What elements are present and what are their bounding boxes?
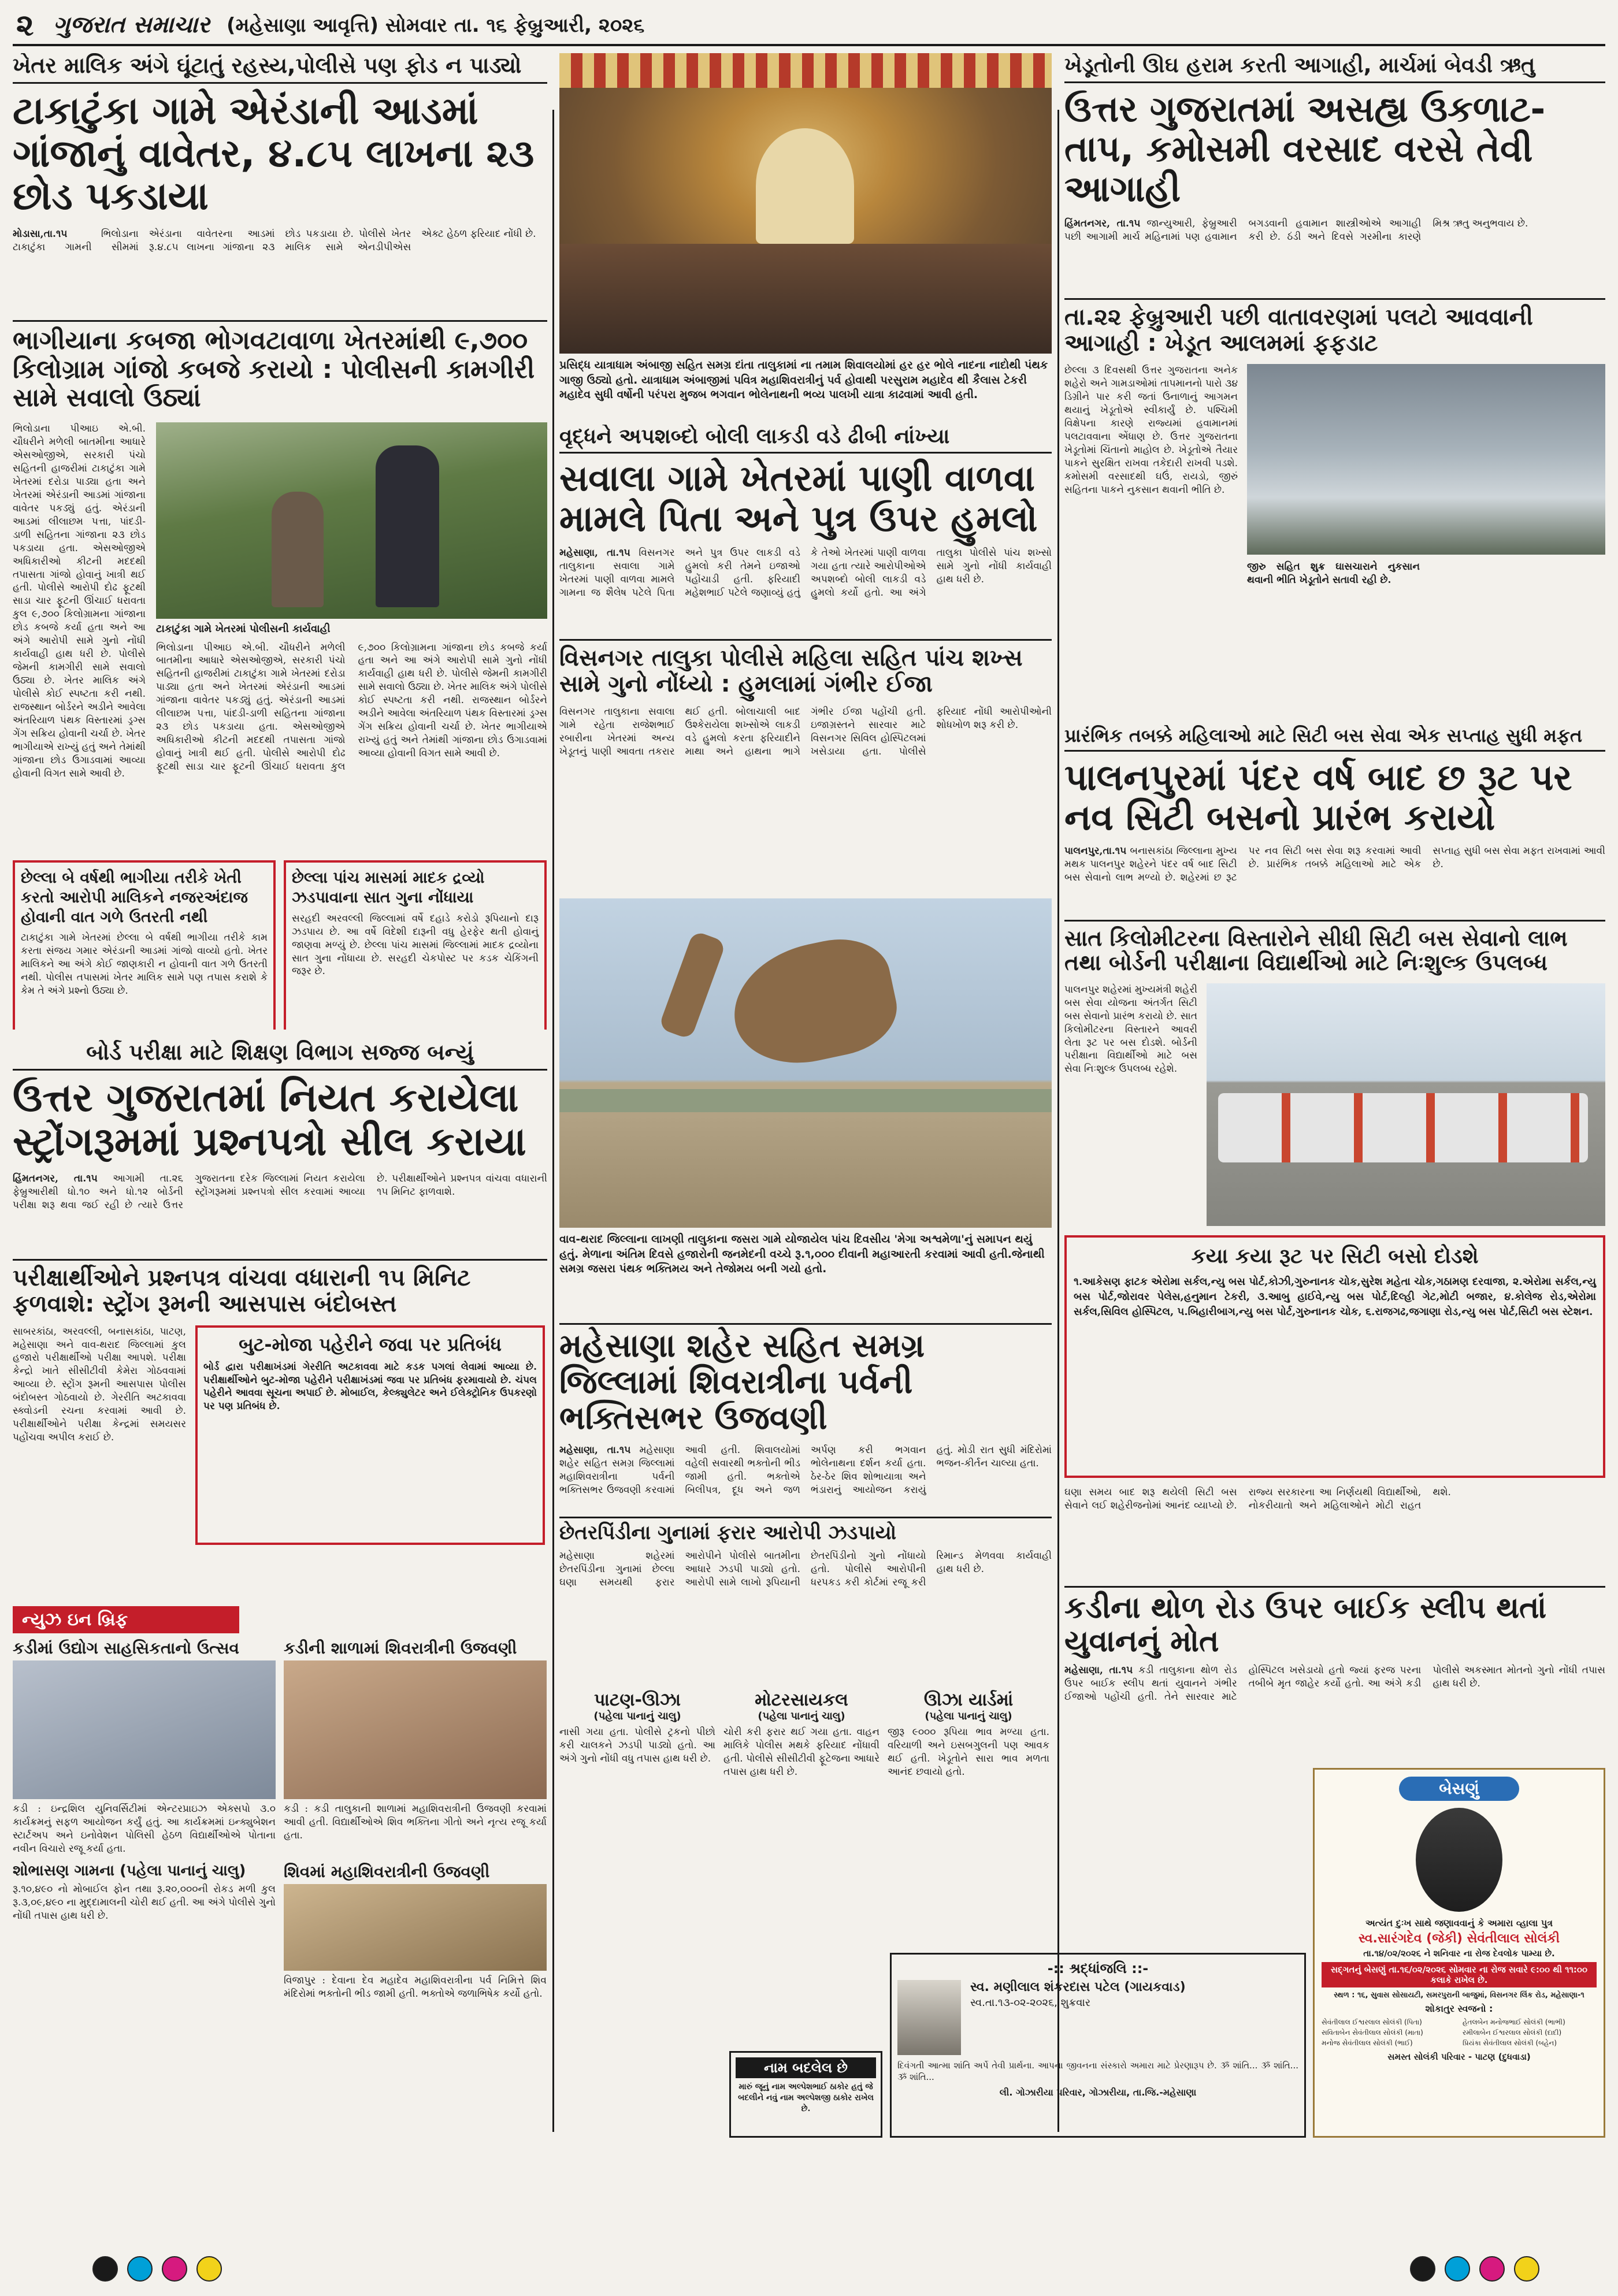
story-body-3: ઘણા સમય બાદ શરૂ થયેલી સિટી બસ સેવાને લઈ શહેરીજનોમાં આનંદ વ્યાપ્યો છે. રાજ્ય સરકારના આ નિર્ણયથી વિદ્યાર્થીઓ, નોકરીયાતો અને મહિલાઓને મોટી રાહત થશે. — [1064, 1486, 1451, 1511]
continued-subtitle: (પહેલા પાનાનું ચાલુ) — [758, 1710, 845, 1722]
page-number: ૨ — [16, 8, 34, 43]
story-temple — [559, 53, 1052, 417]
continued-title: મોટરસાયકલ — [755, 1690, 848, 1710]
photo-caption: ટાકાટુંકા ગામે ખેતરમાં પોલીસની કાર્યવાહી — [156, 623, 331, 636]
tribute-text: દિવંગતી આત્મા શાંતિ અર્પે તેવી પ્રાર્થના. આપના જીવનના સંસ્કારો અમારા માટે પ્રેરણારૂપ છે. ૐ શાંતિ... ૐ શાંતિ... ૐ શાંતિ... — [897, 2060, 1298, 2083]
tribute-name: સ્વ. મણીલાલ શંકરદાસ પટેલ (ગાયકવાડ) — [970, 1980, 1186, 1994]
story-kicker: ખેડૂતોની ઊંઘ હરામ કરતી આગાહી, માર્ચમાં બેવડી ઋતુ — [1064, 53, 1605, 83]
story-headline: સવાલા ગામે ખેતરમાં પાણી વાળવા મામલે પિતા અને પુત્ર ઉપર હુમલો — [559, 457, 1038, 540]
story-subhead: ભાગીયાના કબજા ભોગવટાવાળા ખેતરમાંથી ૯,૭૦૦ કિલોગ્રામ ગાંજો કબજે કરાયો : પોલીસની કામગીરી સામે સવાલો ઉઠ્યાં — [13, 320, 547, 412]
edition-line: (મહેસાણા આવૃત્તિ) સોમવાર તા. ૧૬ ફેબ્રુઆરી, ૨૦૨૬ — [227, 14, 645, 37]
continued-text: નાસી ગયા હતા. પોલીસે ટ્રકનો પીછો કરી ચાલકને ઝડપી પાડ્યો હતો. આ અંગે ગુનો નોંધી વધુ તપાસ હાથ ધરી છે. — [559, 1726, 715, 1764]
story-subhead: પરીક્ષાર્થીઓને પ્રશ્નપત્ર વાંચવા વધારાની ૧૫ મિનિટ ફળવાશે: સ્ટ્રોંગ રૂમની આસપાસ બંદોબસ્ત — [13, 1259, 547, 1317]
brief-text: કડી : કડી તાલુકાની શાળામાં મહાશિવરાત્રીની ઉજવણી કરવામાં આવી હતી. વિદ્યાર્થીઓએ શિવ ભક્તિના ગીતો અને નૃત્ય રજૂ કર્યા હતા. — [284, 1803, 547, 1842]
story-body-continued: ભિલોડાના પીઆઇ એ.બી. ચૌધરીને મળેલી બાતમીના આધારે એસઓજીએ, સરકારી પંચો સહિતની હાજરીમાં ટાકાટુંકા ગામે ખેતરમાં દરોડા પાડ્યા હતા અને ખેતરમાં એરંડાની આડમાં ગાંજાના વાવેતર પકડ્યું હતું. એરંડાની આડમાં લીલાછમ પત્તા, પાંદડી-ડાળી સહિતના ગાંજાના ૨૩ છોડ પકડાયા હતા. એસઓજીએ અધિકારીઓ કીટની મદદથી તપાસતા ગાંજો હોવાનું ખાત્રી થઈ હતી. પોલીસે આરોપી દોઢ ફૂટથી સાડા ચાર ફૂટની ઊંચાઈ ધરાવતા કુલ ૯,૭૦૦ કિલોગ્રામના ગાંજાના છોડ કબજે કર્યા હતા અને આ અંગે આરોપી સામે ગુનો નોંધી કાર્યવાહી હાથ ધરી છે. પોલીસે જેમની કામગીરી સામે સવાલો ઉઠ્યા છે. ખેતર માલિક અંગે પોલીસે કોઈ સ્પષ્ટતા કરી નથી. રાજસ્થાન બોર્ડરને અડીને આવેલા અંતરિયાળ પંથક વિસ્તારમાં ડ્રગ્સ ગેંગ સક્રિય હોવાની ચર્ચા છે. ખેતર ભાગીયાએ રાખ્યું હતું અને તેમાંથી ગાંજાના છોડ ઉગાડવામાં આવ્યા હોવાની વિગત સામે આવી છે. — [156, 641, 547, 772]
brief-item — [13, 1863, 276, 2001]
story-body: સાબરકાંઠા, અરવલ્લી, બનાસકાંઠા, પાટણ, મહેસાણા અને વાવ-થરાદ જિલ્લામાં કુલ હજારો પરીક્ષાર્થીઓ પરીક્ષા આપશે. પરીક્ષા કેન્દ્રો ખાતે સીસીટીવી કેમેરા ગોઠવવામાં આવ્યા છે. સ્ટ્રોંગ રૂમની આસપાસ પોલીસ બંદોબસ્ત ગોઠવાયો છે. ગેરરીતિ અટકાવવા સ્ક્વોડની રચના કરવામાં આવી છે. પરીક્ષાર્થીઓને પરીક્ષા કેન્દ્રમાં સમયસર પહોંચવા અપીલ કરાઈ છે. — [13, 1325, 186, 1444]
cloudy-sky-photo — [1247, 364, 1605, 555]
besnu-intro: અત્યંત દુઃખ સાથે જણાવવાનું કે અમારા વ્હાલા પુત્ર — [1365, 1918, 1553, 1929]
story-headline: પાલનપુરમાં પંદર વર્ષ બાદ છ રૂટ પર નવ સિટી બસનો પ્રારંભ કરાયો — [1064, 756, 1572, 839]
registration-mark-icon — [196, 2256, 222, 2282]
tribute-ad — [890, 1953, 1306, 2138]
story-body — [1064, 1664, 1605, 1733]
story-text: જાન્યુઆરી, ફેબ્રુઆરી પછી આગામી માર્ચ મહિનામાં પણ હવામાન બગડવાની હવામાન શાસ્ત્રીઓએ આગાહી કરી છે. ઠંડી અને દિવસે ગરમીના કારણે મિશ્ર ઋતુ અનુભવાય છે. — [1064, 217, 1528, 243]
brief-text: વિજાપુર : દેવાના દેવ મહાદેવ મહાશિવરાત્રીના પર્વ નિમિત્તે શિવ મંદિરોમાં ભક્તોની ભીડ જામી હતી. ભક્તોએ જળાભિષેક કર્યો હતો. — [284, 1975, 547, 2000]
continued-motorcycle — [723, 1690, 879, 1944]
story-kicker: પ્રારંભિક તબક્કે મહિલાઓ માટે સિટી બસ સેવા એક સપ્તાહ સુધી મફત — [1064, 725, 1605, 752]
masthead — [13, 5, 1605, 46]
registration-mark-icon — [1410, 2256, 1435, 2282]
continued-patan — [559, 1690, 715, 1944]
tribute-footer: લી. ગોઝારીયા પરિવાર, ગોઝારીયા, તા.જિ.-મહેસાણા — [999, 2086, 1197, 2098]
story-text: ભિલોડાના ટાકાટુંકા ગામની સીમમાં એરંડાના વાવેતરના આડમાં રૂ.૪.૮૫ લાખના ગાંજાના ૨૩ છોડ પકડાયા છે. પોલીસે ખેતર માલિક સામે એનડીપીએસ એક્ટ હેઠળ ફરિયાદ નોંધી છે. — [13, 228, 536, 254]
story-exam — [13, 1040, 547, 1600]
besnu-label: બેસણું — [1399, 1777, 1519, 1801]
family-member: સવિતાબેન સેવંતીલાલ સોલંકી (માતા) — [1322, 2028, 1423, 2037]
besnu-footer: સમસ્ત સોલંકી પરિવાર - પાટણ (દુધવાડા) — [1387, 2052, 1531, 2062]
brief-title: શિવમાં મહાશિવરાત્રીની ઉજવણી — [284, 1862, 490, 1882]
brief-photo — [284, 1884, 547, 1971]
story-body-2: વિસનગર તાલુકાના સવાલા ગામે રહેતા રાજેશભાઈ રબારીના ખેતરમાં અન્ય ખેડૂતનું પાણી આવતા તકરાર થઈ હતી. બોલાચાલી બાદ ઉશ્કેરાયેલા શખ્સોએ લાકડી વડે હુમલો કરતા ફરિયાદીને માથા અને હાથના ભાગે ગંભીર ઈજા પહોંચી હતી. ઇજાગ્રસ્તને સારવાર માટે વિસનગર સિવિલ હોસ્પિટલમાં ખસેડાયા હતા. પોલીસે ફરિયાદ નોંધી આરોપીઓની શોધખોળ શરૂ કરી છે. — [559, 705, 1052, 757]
photo-caption: પ્રસિદ્ધ યાત્રાધામ અંબાજી સહિત સમગ્ર દાંતા તાલુકામાં ના તમામ શિવાલયોમાં હર હર ભોલે નાદના નાદોથી પંથક ગાજી ઉઠ્યો હતો. યાત્રાધામ અંબાજીમાં પવિત્ર મહાશિવરાત્રીનું પર્વ હોવાથી પરસુરામ મહાદેવ થી કૈલાસ ટેકરી મહાદેવ સુધી વર્ષોની પરંપરા મુજબ ભગવાન ભોલેનાથની ભવ્ય પાલખી યાત્રા કાઢવામાં આવી હતી. — [559, 359, 1048, 402]
continued-subtitle: (પહેલા પાનાનું ચાલુ) — [925, 1710, 1012, 1722]
besnu-ad — [1313, 1768, 1605, 2138]
ban-text: બોર્ડ દ્વારા પરીક્ષાખંડમાં ગેરરીતિ અટકાવવા માટે કડક પગલાં લેવામાં આવ્યા છે. પરીક્ષાર્થીઓને બુટ-મોજા પહેરીને પરીક્ષાખંડમાં જવા પર પ્રતિબંધ ફરમાવાયો છે. ચંપલ પહેરીને આવવા સૂચના અપાઈ છે. મોબાઈલ, કેલ્ક્યુલેટર અને ઈલેક્ટ્રોનિક ઉપકરણો પર પણ પ્રતિબંધ છે. — [203, 1361, 537, 1413]
story-subhead: સાત કિલોમીટરના વિસ્તારોને સીધી સિટી બસ સેવાનો લાભ તથા બોર્ડની પરીક્ષાના વિદ્યાર્થીઓ માટે નિઃશુલ્ક ઉપલબ્ધ — [1064, 920, 1605, 975]
family-member: સેવંતીલાલ ઈશ્વરલાલ સોલંકી (પિતા) — [1322, 2018, 1422, 2026]
story-kicker: ખેતર માલિક અંગે ઘૂંટાતું રહસ્ય,પોલીસે પણ ફોડ ન પાડ્યો — [13, 53, 547, 84]
news-in-brief-banner — [13, 1606, 239, 1633]
ban-title: બુટ-મોજા પહેરીને જવા પર પ્રતિબંધ — [239, 1333, 502, 1355]
brief-title: કડીની શાળામાં શિવરાત્રીની ઉજવણી — [284, 1639, 517, 1658]
continued-unjha — [888, 1690, 1049, 1944]
story-headline: મહેસાણા શહેર સહિત સમગ્ર જિલ્લામાં શિવરાત્રીના પર્વની ભક્તિસભર ઉજવણી — [559, 1323, 1052, 1437]
story-body: મહેસાણા શહેરમાં છેતરપિંડીના ગુનામાં છેલ્લા ઘણા સમયથી ફરાર આરોપીને પોલીસે બાતમીના આધારે ઝડપી પાડ્યો હતો. આરોપી સામે લાખો રૂપિયાની છેતરપિંડીનો ગુનો નોંધાયો હતો. પોલીસે આરોપીની ધરપકડ કરી કોર્ટમાં રજૂ કરી રિમાન્ડ મેળવવા કાર્યવાહી હાથ ધરી છે. — [559, 1550, 1052, 1588]
continued-text: ચોરી કરી ફરાર થઈ ગયા હતા. વાહન માલિકે પોલીસ મથકે ફરિયાદ નોંધાવી હતી. પોલીસે સીસીટીવી ફૂટેજના આધારે તપાસ હાથ ધરી છે. — [723, 1726, 879, 1778]
story-text: કડી તાલુકાના થોળ રોડ ઉપર બાઈક સ્લીપ થતાં યુવાનને ગંભીર ઈજાઓ પહોંચી હતી. તેને સારવાર માટે હોસ્પિટલ ખસેડાયો હતો જ્યાં ફરજ પરના તબીબે મૃત જાહેર કર્યો હતો. આ અંગે કડી પોલીસે અકસ્માત મોતનો ગુનો નોંધી તપાસ હાથ ધરી છે. — [1064, 1665, 1605, 1703]
dateline: મહેસાણા, તા.૧૫ — [559, 1444, 631, 1457]
besnu-name: સ્વ.સારંગદેવ (જેકી) સેવંતીલાલ સોલંકી — [1358, 1931, 1560, 1946]
news-in-brief-label: ન્યુઝ ઇન બ્રિફ — [22, 1610, 128, 1630]
story-farmer — [559, 425, 1052, 893]
registration-mark-icon — [127, 2256, 153, 2282]
story-subhead: તા.૨૨ ફેબ્રુઆરી પછી વાતાવરણમાં પલટો આવવાની આગાહી : ખેડૂત આલમમાં ફફડાટ — [1064, 298, 1605, 356]
family-member: પ્રિયંકા સેવંતીલાલ સોલંકી (બહેન) — [1463, 2039, 1557, 2047]
brief-item — [284, 1639, 547, 1856]
story-intro — [13, 228, 547, 314]
registration-mark-icon — [1445, 2256, 1470, 2282]
story-kicker: વૃદ્ધને અપશબ્દો બોલી લાકડી વડે ઢીબી નાંખ્યા — [559, 425, 1052, 454]
sidebar-text: ટાકાટુંકા ગામે ખેતરમાં છેલ્લા બે વર્ષથી ભાગીયા તરીકે કામ કરતા સંજય ગમાર એરંડાની આડમાં ગાંજો વાવ્યો હતો. ખેતર માલિકને આ અંગે કોઈ જાણકારી ન હોવાની વાત ગળે ઉતરતી નથી. પોલીસ તપાસમાં ખેતર માલિક સામે પણ તપાસ કરાશે કે કેમ તે અંગે પ્રશ્નો ઉઠ્યા છે. — [21, 932, 268, 997]
dateline: પાલનપુર,તા.૧૫ — [1064, 845, 1127, 857]
photo-caption: વાવ-થરાદ જિલ્લાના લાખણી તાલુકાના જસરા ગામે યોજાયેલ પાંચ દિવસીય 'મેગા અશ્વમેળા'નું સમાપન થયું હતું. મેળાના અંતિમ દિવસે હજારોની જનમેદની વચ્ચે રૂ.૧,૦૦૦ દીવાની મહાઆરતી કરવામાં આવી હતી.જેનાથી સમગ્ર જસરા પંથક ભક્તિમય અને તેજોમય બની ગયો હતો. — [559, 1233, 1045, 1276]
dateline: હિંમતનગર, તા.૧૫ — [1064, 217, 1141, 229]
story-headline: ટાકાટુંકા ગામે એરંડાની આડમાં ગાંજાનું વાવેતર, ૪.૮૫ લાખના ૨૩ છોડ પકડાયા — [13, 88, 535, 218]
sidebar-title: છેલ્લા પાંચ માસમાં માદક દ્રવ્યો ઝડપાવાના સાત ગુના નોંધાયા — [292, 869, 485, 906]
sidebar-box-left — [13, 860, 276, 1030]
brief-title: શોભાસણ ગામના (પહેલા પાનાનું ચાલુ) — [13, 1862, 246, 1880]
continued-subtitle: (પહેલા પાનાનું ચાલુ) — [593, 1710, 681, 1722]
besnu-place: સ્થળ : ૧૬, સુવાસ સોસાયટી, સમરપુરાની બાજુમાં, વિસનગર લિંક રોડ, મહેસાણા-૧ — [1334, 1991, 1584, 2000]
camel-photo — [559, 898, 1052, 1228]
story-bus — [1064, 725, 1605, 1583]
temple-photo — [559, 53, 1052, 354]
sidebar-text: સરહદી અરવલ્લી જિલ્લામાં વર્ષે દહાડે કરોડો રૂપિયાનો દારૂ ઝડપાય છે. આ વર્ષે વિદેશી દારૂની વધુ હેરફેર થતી હોવાનું જાણવા મળ્યું છે. છેલ્લા પાંચ માસમાં જિલ્લામાં માદક દ્રવ્યોના સાત ગુના નોંધાયા છે. સરહદી ચેકપોસ્ટ પર કડક ચેકિંગની જરૂર છે. — [292, 912, 539, 978]
newspaper-title: ગુજરાત સમાચાર — [53, 12, 210, 38]
story-text: મહેસાણા શહેર સહિત સમગ્ર જિલ્લામાં મહાશિવરાત્રીના પર્વની ભક્તિસભર ઉજવણી કરવામાં આવી હતી. શિવાલયોમાં વહેલી સવારથી ભક્તોની ભીડ જામી હતી. ભક્તોએ બિલીપત્ર, દૂધ અને જળ અર્પણ કરી ભગવાન ભોલેનાથના દર્શન કર્યા હતા. ઠેર-ઠેર શિવ શોભાયાત્રા અને ભંડારાનું આયોજન કરાયું હતું. મોડી રાત સુધી મંદિરોમાં ભજન-કીર્તન ચાલ્યા હતા. — [559, 1444, 1052, 1496]
story-shivratri — [559, 1323, 1052, 1514]
story-intro — [1064, 217, 1605, 292]
brief-text: કડી : ઇન્દ્રશિલ યુનિવર્સિટીમાં એન્ટરપ્રાઇઝ એક્સપો ૩.૦ કાર્યક્રમનું સફળ આયોજન કર્યું હતું. આ કાર્યક્રમમાં ઇન્ક્યુબેશન સ્ટાર્ટઅપ અને ઇનોવેશન પોલિસી હેઠળ વિદ્યાર્થીઓએ પોતાના નવીન વિચારો રજૂ કર્યા હતા. — [13, 1803, 276, 1855]
story-headline: ઉત્તર ગુજરાતમાં અસહ્ય ઉકળાટ-તાપ, કમોસમી વરસાદ વરસે તેવી આગાહી — [1064, 87, 1546, 210]
tribute-date: સ્વ.તા.૧૩-૦૨-૨૦૨૬, શુક્રવાર — [970, 1997, 1091, 2009]
family-member: રમીલાબેન ઈશ્વરલાલ સોલંકી (દાદી) — [1463, 2028, 1562, 2037]
continued-title: ઊંઝા યાર્ડમાં — [923, 1690, 1014, 1710]
story-body — [559, 1444, 1052, 1514]
story-headline: ઉત્તર ગુજરાતમાં નિયત કરાયેલા સ્ટ્રોંગરૂમમાં પ્રશ્નપત્રો સીલ કરાયા — [13, 1075, 526, 1165]
registration-mark-icon — [1514, 2256, 1539, 2282]
family-member: મનોજ સેવંતીલાલ સોલંકી (ભાઈ) — [1322, 2039, 1413, 2047]
column-rule — [552, 110, 554, 2132]
story-headline: છેતરપિંડીના ગુનામાં ફરાર આરોપી ઝડપાયો — [559, 1517, 1052, 1544]
brief-text: રૂ.૧૦,૪૯૦ નો મોબાઈલ ફોન તથા રૂ.૨૦,૦૦૦ની રોકડ મળી કુલ રૂ.૩,૦૯,૪૯૦ ના મુદ્દામાલની ચોરી થઈ હતી. આ અંગે પોલીસે ગુનો નોંધી તપાસ હાથ ધરી છે. — [13, 1883, 276, 1922]
routes-text: ૧.આકેસણ ફાટક એરોમા સર્કલ,ન્યુ બસ પોર્ટ,કોઝી,ગુરુનાનક ચોક,સુરેશ મહેતા ચોક,ગઠામણ દરવાજા, ૨.એરોમા સર્કલ,ન્યુ બસ પોર્ટ,જોરાવર પેલેસ,હનુમાન ટેકરી, ૩.આબુ હાઈવે,ન્યુ બસ પોર્ટ,દિલ્હી ગેટ,મોટી બજાર, ૪.કોલેજ રોડ,એરોમા સર્કલ,સિવિલ હોસ્પિટલ, ૫.બિહારીબાગ,ન્યુ બસ પોર્ટ,ગુરુનાનક ચોક, ૬.રાજગઢ,જગાણા રોડ,ન્યુ બસ પોર્ટ,સિટી બસ સ્ટેશન. — [1074, 1275, 1596, 1318]
besnu-date: તા.૧૪/૦૨/૨૦૨૬ ને શનિવાર ના રોજ દેવલોક પામ્યા છે. — [1363, 1948, 1555, 1959]
sidebar-box-right — [284, 860, 547, 1030]
name-change-ad — [729, 2051, 882, 2138]
story-text: વિસનગર તાલુકાના સવાલા ગામે ખેતરમાં પાણી વાળવા મામલે ગામના જ શૈલેષ પટેલે પિતા અને પુત્ર ઉપર લાકડી વડે હુમલો કરી તેમને ઇજાઓ પહોંચાડી હતી. ફરિયાદી મહેશભાઈ પટેલે જણાવ્યું હતું કે તેઓ ખેતરમાં પાણી વાળવા ગયા હતા ત્યારે આરોપીઓએ અપશબ્દો બોલી લાકડી વડે હુમલો કર્યો હતો. આ અંગે તાલુકા પોલીસે પાંચ શખ્સો સામે ગુનો નોંધી કાર્યવાહી હાથ ધરી છે. — [559, 547, 1052, 599]
brief-item — [284, 1863, 547, 2001]
brief-item — [13, 1639, 276, 1856]
story-text: આગામી તા.૨૬ ફેબ્રુઆરીથી ધો.૧૦ અને ધો.૧૨ બોર્ડની પરીક્ષા શરૂ થવા જઈ રહી છે ત્યારે ઉત્તર ગુજરાતના દરેક જિલ્લામાં નિયત કરાયેલા સ્ટ્રોંગરૂમમાં પ્રશ્નપત્રો સીલ કરવામાં આવ્યા છે. પરીક્ષાર્થીઓને પ્રશ્નપત્ર વાંચવા વધારાની ૧૫ મિનિટ ફાળવાશે. — [13, 1173, 547, 1211]
brief-photo — [284, 1660, 547, 1799]
column-rule — [1057, 110, 1059, 2132]
family-member: હેતલબેન મનોજભાઈ સોલંકી (ભાભી) — [1463, 2018, 1565, 2026]
registration-mark-icon — [162, 2256, 187, 2282]
dateline: મહેસાણા, તા.૧૫ — [1064, 1665, 1133, 1677]
name-change-text: મારું જૂનું નામ અલ્પેશભાઈ ઠાકોર હતું જે બદલીને નવું નામ અલ્પેશજી ઠાકોર રાખેલ છે. — [738, 2082, 874, 2113]
photo-caption: જીરુ સહિત શુક્ર ઘાસચારાને નુકસાન થવાની ભીતિ ખેડૂતોને સતાવી રહી છે. — [1247, 561, 1420, 586]
story-text: બનાસકાંઠા જિલ્લાના મુખ્ય મથક પાલનપુર શહેરને પંદર વર્ષ બાદ સિટી બસ સેવાનો લાભ મળ્યો છે. શહેરમાં છ રૂટ પર નવ સિટી બસ સેવા શરૂ કરવામાં આવી છે. પ્રારંભિક તબક્કે મહિલાઓ માટે એક સપ્તાહ સુધી બસ સેવા મફત રાખવામાં આવી છે. — [1064, 845, 1605, 883]
story-body: ભિલોડાના પીઆઇ એ.બી. ચૌધરીને મળેલી બાતમીના આધારે એસઓજીએ, સરકારી પંચો સહિતની હાજરીમાં ટાકાટુંકા ગામે ખેતરમાં દરોડા પાડ્યા હતા અને ખેતરમાં એરંડાની આડમાં ગાંજાના વાવેતર પકડ્યું હતું. એરંડાની આડમાં લીલાછમ પત્તા, પાંદડી-ડાળી સહિતના ગાંજાના ૨૩ છોડ પકડાયા હતા. એસઓજીએ અધિકારીઓ કીટની મદદથી તપાસતા ગાંજો હોવાનું ખાત્રી થઈ હતી. પોલીસે આરોપી દોઢ ફૂટથી સાડા ચાર ફૂટની ઊંચાઈ ધરાવતા કુલ ૯,૭૦૦ કિલોગ્રામના ગાંજાના છોડ કબજે કર્યા હતા અને આ અંગે આરોપી સામે ગુનો નોંધી કાર્યવાહી હાથ ધરી છે. પોલીસે જેમની કામગીરી સામે સવાલો ઉઠ્યા છે. ખેતર માલિક અંગે પોલીસે કોઈ સ્પષ્ટતા કરી નથી. રાજસ્થાન બોર્ડરને અડીને આવેલા અંતરિયાળ પંથક વિસ્તારમાં ડ્રગ્સ ગેંગ સક્રિય હોવાની ચર્ચા છે. ખેતર ભાગીયાએ રાખ્યું હતું અને તેમાંથી ગાંજાના છોડ ઉગાડવામાં આવ્યા હોવાની વિગત સામે આવી છે. — [13, 423, 146, 779]
dateline: મહેસાણા, તા.૧૫ — [559, 547, 630, 559]
family-label: શોકાતુર સ્વજનો : — [1425, 2003, 1493, 2014]
family-list — [1322, 2017, 1597, 2048]
bus-photo — [1207, 983, 1605, 1226]
dateline: હિંમતનગર, તા.૧૫ — [13, 1173, 98, 1184]
story-ganja — [13, 53, 547, 1030]
registration-mark-icon — [1479, 2256, 1505, 2282]
story-camel — [559, 898, 1052, 1314]
field-photo — [156, 422, 547, 619]
story-kicker: બોર્ડ પરીક્ષા માટે શિક્ષણ વિભાગ સજ્જ બન્યું — [13, 1040, 547, 1071]
story-intro — [13, 1172, 547, 1253]
continued-title: પાટણ-ઊંઝા — [594, 1690, 681, 1710]
continued-text: જીરૂ ૯૦૦૦ રૂપિયા ભાવ મળ્યા હતા. વરિયાળી અને ઇસબગુલની પણ આવક થઈ હતી. ખેડૂતોને સારા ભાવ મળતા આનંદ છવાયો હતો. — [888, 1726, 1049, 1778]
portrait-photo — [1416, 1808, 1502, 1912]
sidebar-title: છેલ્લા બે વર્ષથી ભાગીયા તરીકે ખેતી કરતો આરોપી માલિકને નજરઅંદાજ હોવાની વાત ગળે ઉતરતી નથી — [21, 869, 248, 926]
registration-mark-icon — [92, 2256, 118, 2282]
story-accident — [1064, 1586, 1605, 1762]
brief-title: કડીમાં ઉદ્યોગ સાહસિકતાનો ઉત્સવ — [13, 1639, 239, 1658]
story-body — [1064, 845, 1605, 914]
routes-box — [1064, 1235, 1605, 1478]
story-body — [559, 547, 1052, 633]
story-heat — [1064, 53, 1605, 720]
portrait-photo — [897, 1980, 961, 2055]
dateline: મોડાસા,તા.૧૫ — [13, 228, 68, 240]
story-subhead: વિસનગર તાલુકા પોલીસે મહિલા સહિત પાંચ શખ્સ સામે ગુનો નોંધ્યો : હુમલામાં ગંભીર ઈજા — [559, 639, 1052, 697]
tribute-label: -:: શ્રદ્ધાંજલિ ::- — [1047, 1960, 1149, 1977]
brief-photo — [13, 1660, 276, 1799]
name-change-title: નામ બદલેલ છે — [736, 2057, 876, 2078]
continued-strip — [559, 1690, 1052, 1944]
ban-box — [195, 1325, 545, 1545]
story-headline: કડીના થોળ રોડ ઉપર બાઈક સ્લીપ થતાં યુવાનનું મોત — [1064, 1586, 1605, 1658]
besnu-line: સદ્ગતનું બેસણું તા.૧૬/૦૨/૨૦૨૬ સોમવાર ના રોજ સવારે ૯:૦૦ થી ૧૧:૦૦ કલાકે રાખેલ છે. — [1322, 1962, 1597, 1987]
story-body-2: પાલનપુર શહેરમાં મુખ્યમંત્રી શહેરી બસ સેવા યોજના અંતર્ગત સિટી બસ સેવાનો પ્રારંભ કરાયો છે. સાત કિલોમીટરના વિસ્તારને આવરી લેતા રૂટ પર બસ દોડશે. બોર્ડની પરીક્ષાના વિદ્યાર્થીઓ માટે બસ સેવા નિઃશુલ્ક ઉપલબ્ધ રહેશે. — [1064, 983, 1197, 1075]
news-in-brief — [13, 1606, 547, 2132]
routes-title: કયા કયા રૂટ પર સિટી બસો દોડશે — [1191, 1244, 1479, 1268]
story-fraud — [559, 1517, 1052, 1684]
story-body: છેલ્લા ૩ દિવસથી ઉત્તર ગુજરાતના અનેક શહેરો અને ગામડાઓમાં તાપમાનનો પારો ૩૪ ડિગ્રીને પાર કરી જતાં ઉનાળાનું આગમન થયાનું ખેડૂતોએ સ્વીકાર્યું છે. પશ્ચિમી વિક્ષેપના કારણે રાજ્યમાં હવામાનમાં પલટાવવાના એંધાણ છે. ઉત્તર ગુજરાતના ખેડૂતોમાં ચિંતાનો માહોલ છે. ખેડૂતોએ તૈયાર પાકને સુરક્ષિત રાખવા તકેદારી રાખવી પડશે. કમોસમી વરસાદથી ઘઉં, રાયડો, જીરું સહિતના પાકને નુકસાન થવાની ભીતિ છે. — [1064, 365, 1238, 496]
